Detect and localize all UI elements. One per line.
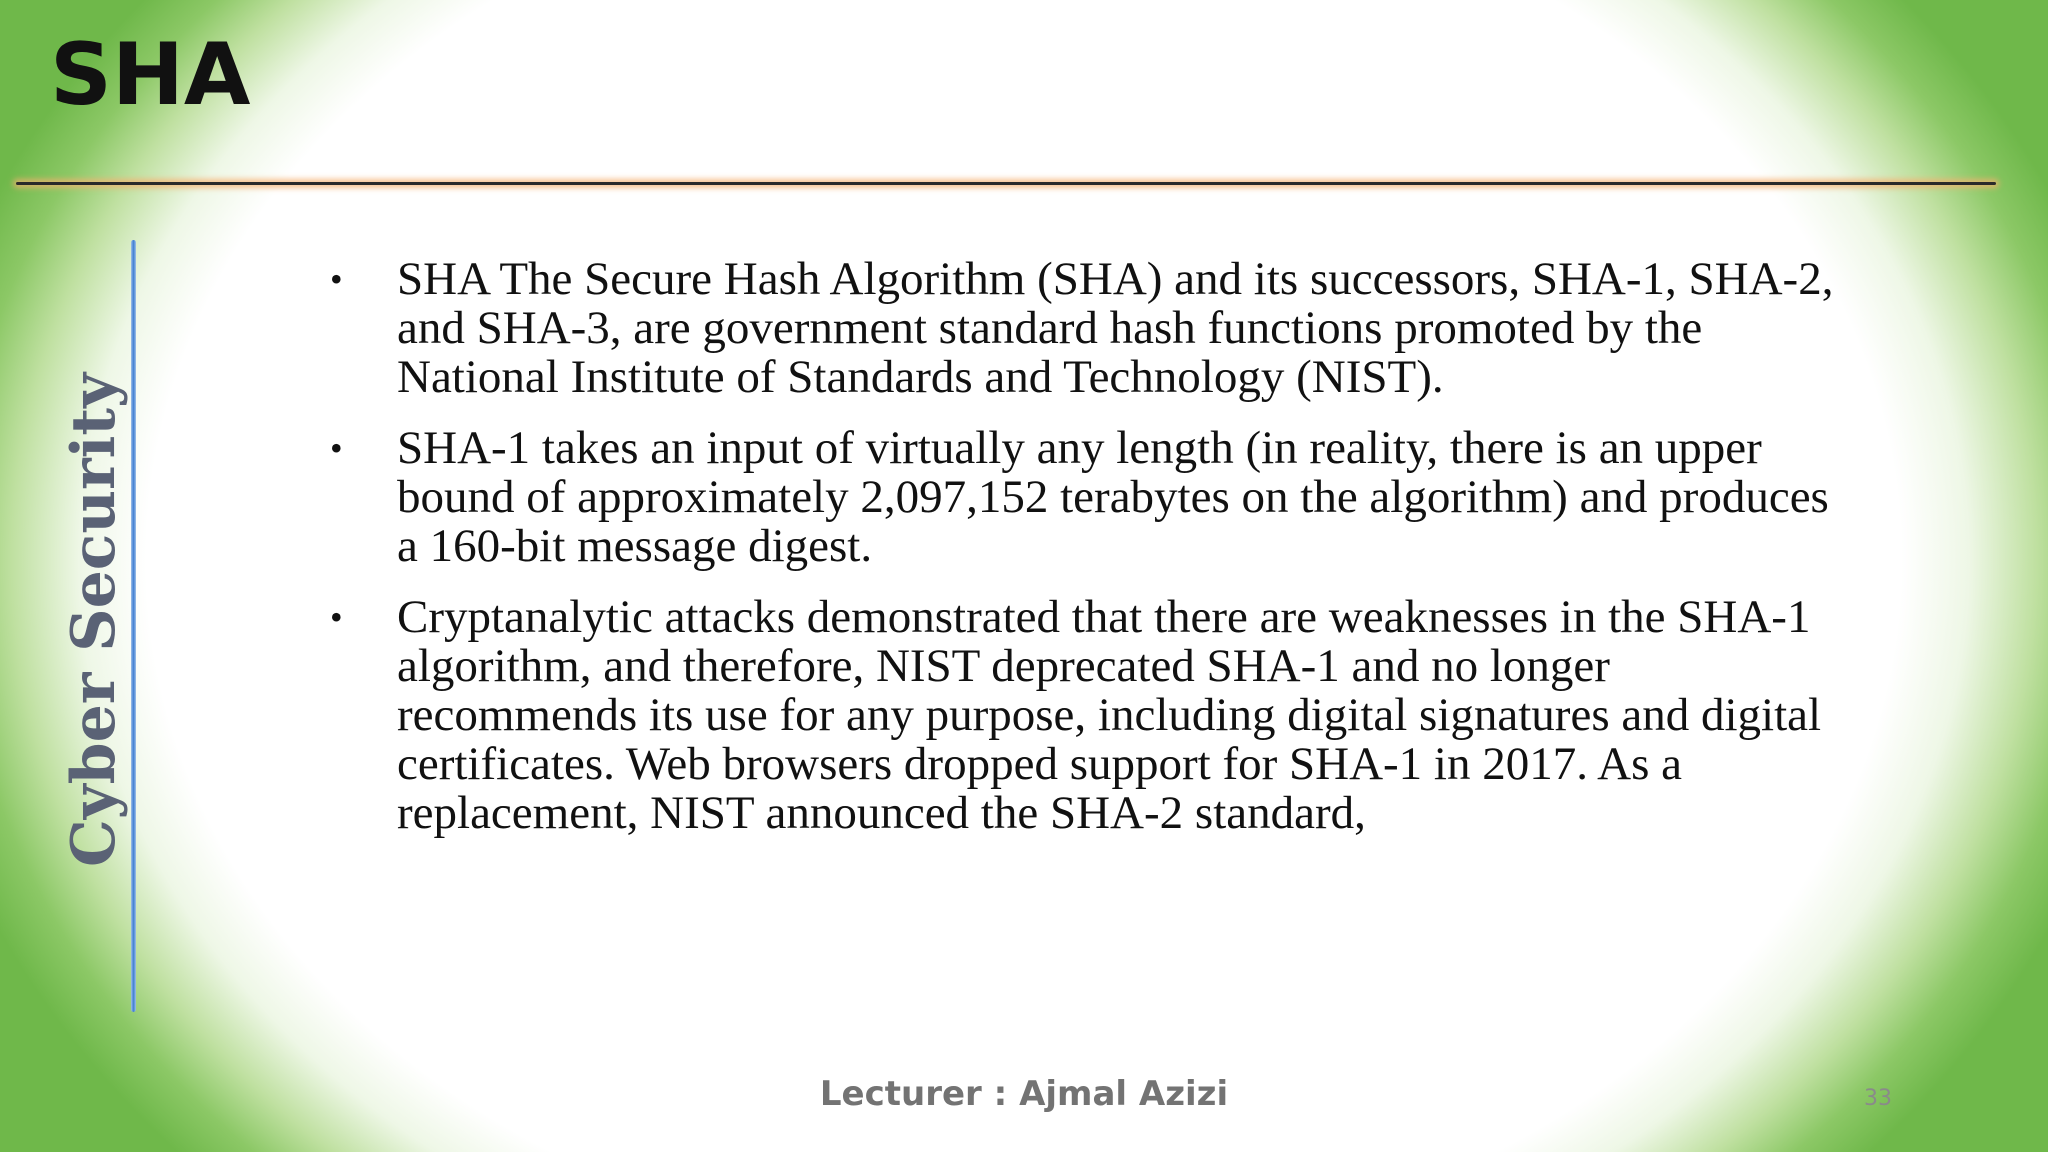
side-label: Cyber Security [59, 373, 129, 867]
bullet-list [330, 255, 1850, 860]
bullet-text: SHA-1 takes an input of virtually any length (in reality, there is an upper bound of approximately 2,097,152 terabytes on the algorithm) and produces a 160-bit message digest. [397, 422, 1829, 572]
page-number: 33 [1864, 1086, 1892, 1111]
slide-title: SHA [50, 25, 251, 125]
bullet-item [330, 424, 1850, 571]
bullet-marker: • [330, 597, 343, 637]
title-divider [16, 182, 1996, 185]
bullet-text: Cryptanalytic attacks demonstrated that there are weaknesses in the SHA-1 algorithm, and therefore, NIST deprecated SHA-1 and no longer recommends its use for any purpose, including digital signatures and digital certificates. Web browsers dropped support for SHA-1 in 2017. As a replacement, NIST announced the SHA-2 standard, [397, 591, 1822, 839]
bullet-marker: • [330, 428, 343, 468]
bullet-item [330, 255, 1850, 402]
footer-lecturer: Lecturer : Ajmal Azizi [819, 1074, 1229, 1114]
bullet-text: SHA The Secure Hash Algorithm (SHA) and its successors, SHA-1, SHA-2, and SHA-3, are government standard hash functions promoted by the National Institute of Standards and Technology (NIST). [397, 253, 1834, 403]
bullet-item [330, 593, 1850, 838]
side-divider [131, 240, 136, 1012]
bullet-marker: • [330, 259, 343, 299]
